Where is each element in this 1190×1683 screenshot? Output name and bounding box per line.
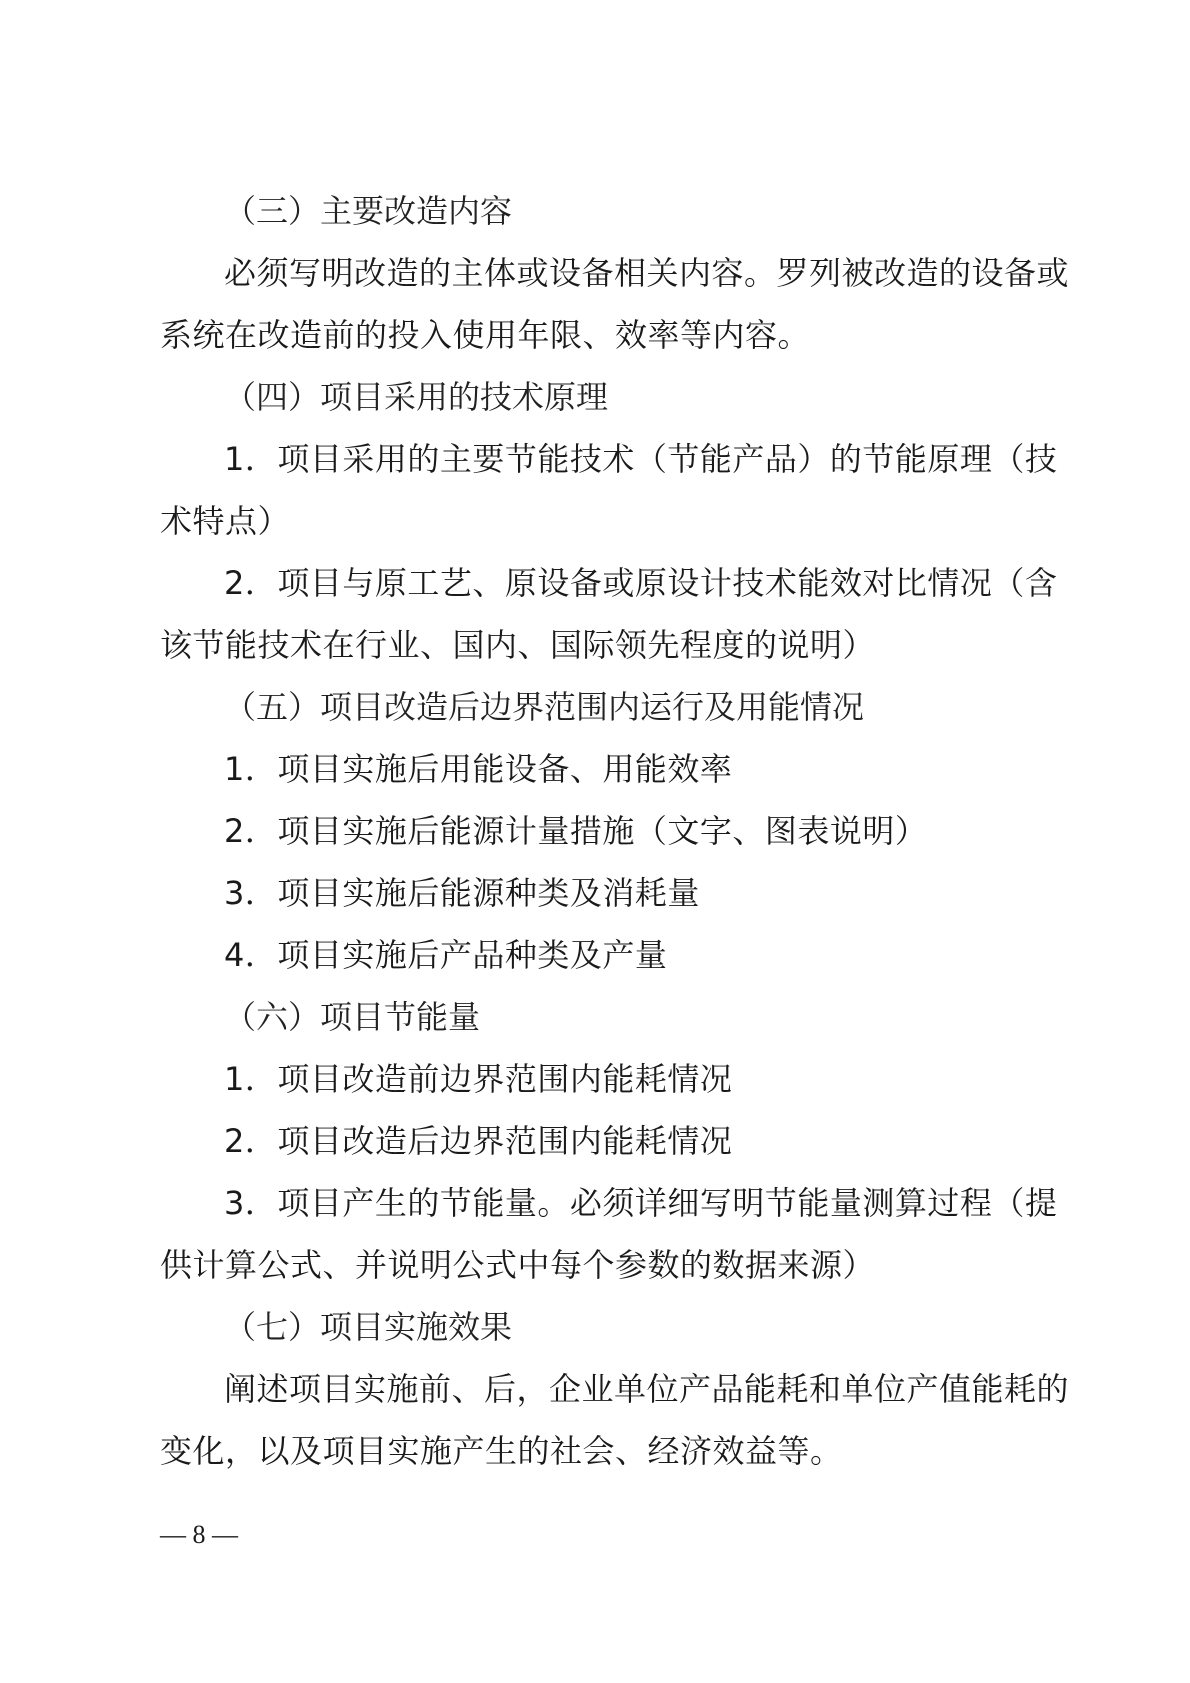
section-5-item-4: 4．项目实施后产品种类及产量 <box>224 936 668 974</box>
section-6-item-3-line-1: 3．项目产生的节能量。必须详细写明节能量测算过程（提 <box>224 1184 1058 1222</box>
section-4-item-1-line-1: 1．项目采用的主要节能技术（节能产品）的节能原理（技 <box>224 440 1058 478</box>
section-heading-3: （三）主要改造内容 <box>224 192 513 230</box>
section-4-item-2-line-1: 2．项目与原工艺、原设备或原设计技术能效对比情况（含 <box>224 564 1058 602</box>
section-6-item-3-line-2: 供计算公式、并说明公式中每个参数的数据来源） <box>160 1246 876 1284</box>
page-number: — 8 — <box>160 1520 238 1549</box>
section-6-item-2: 2．项目改造后边界范围内能耗情况 <box>224 1122 733 1160</box>
section-heading-5: （五）项目改造后边界范围内运行及用能情况 <box>224 688 865 726</box>
section-5-item-3: 3．项目实施后能源种类及消耗量 <box>224 874 700 912</box>
section-heading-6: （六）项目节能量 <box>224 998 481 1036</box>
section-3-paragraph-line-2: 系统在改造前的投入使用年限、效率等内容。 <box>160 316 811 354</box>
section-6-item-1: 1．项目改造前边界范围内能耗情况 <box>224 1060 733 1098</box>
section-7-paragraph-line-1: 阐述项目实施前、后，企业单位产品能耗和单位产值能耗的 <box>224 1370 1070 1408</box>
section-5-item-1: 1．项目实施后用能设备、用能效率 <box>224 750 733 788</box>
section-heading-4: （四）项目采用的技术原理 <box>224 378 609 416</box>
document-body <box>160 180 1070 1482</box>
section-7-paragraph-line-2: 变化，以及项目实施产生的社会、经济效益等。 <box>160 1432 843 1470</box>
section-3-paragraph-line-1: 必须写明改造的主体或设备相关内容。罗列被改造的设备或 <box>224 254 1070 292</box>
section-4-item-1-line-2: 术特点） <box>160 502 291 540</box>
section-4-item-2-line-2: 该节能技术在行业、国内、国际领先程度的说明） <box>160 626 876 664</box>
section-5-item-2: 2．项目实施后能源计量措施（文字、图表说明） <box>224 812 928 850</box>
section-heading-7: （七）项目实施效果 <box>224 1308 513 1346</box>
